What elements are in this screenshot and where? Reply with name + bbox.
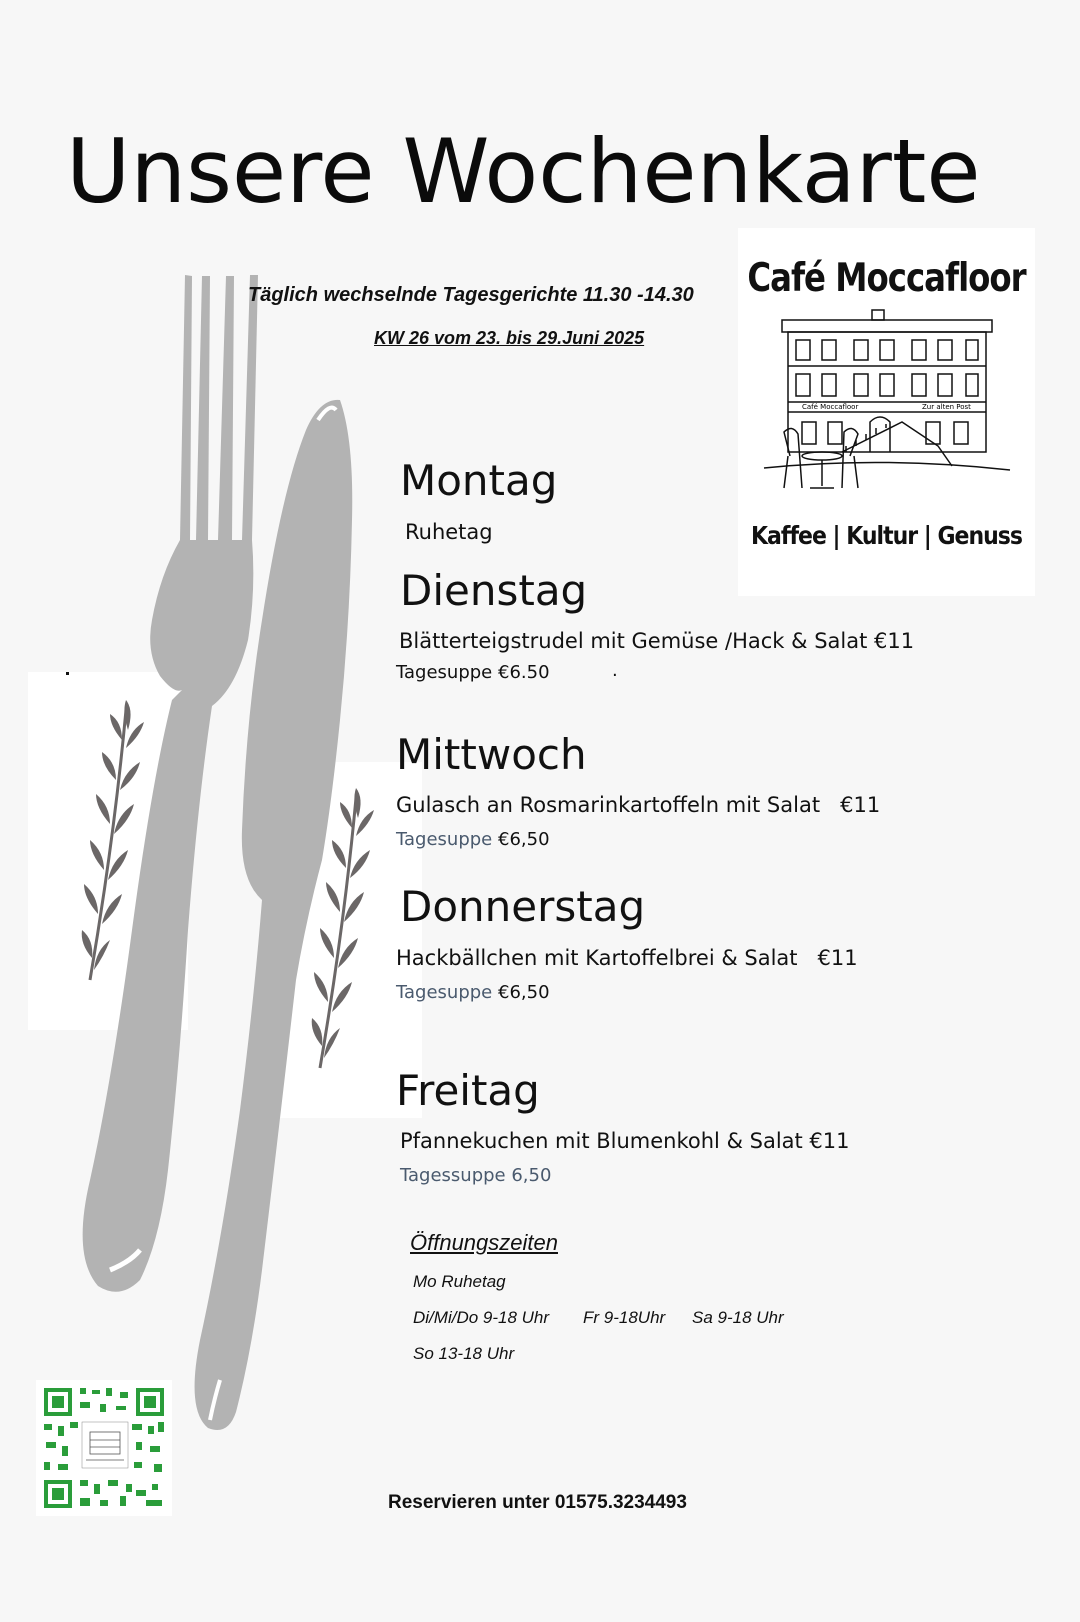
page-title: Unsere Wochenkarte: [66, 120, 981, 223]
reservation-phone[interactable]: Reservieren unter 01575.3234493: [388, 1492, 687, 1513]
dish-tuesday: Blätterteigstrudel mit Gemüse /Hack & Salat €11: [399, 629, 915, 653]
soup-label: Tagesuppe: [396, 982, 493, 1003]
day-tuesday: Dienstag: [400, 566, 588, 615]
soup-price: €6,50: [498, 982, 550, 1003]
soup-tuesday: [396, 662, 550, 683]
fork-icon: [83, 275, 258, 1292]
hours-di-mi-do: Di/Mi/Do 9-18 Uhr: [413, 1308, 550, 1327]
hours-saturday: Sa 9-18 Uhr: [692, 1308, 784, 1327]
sign-right: Zur alten Post: [922, 403, 971, 411]
dish-friday: Pfannekuchen mit Blumenkohl & Salat €11: [400, 1129, 850, 1153]
soup-price: €6,50: [498, 829, 550, 850]
hours-sunday: So 13-18 Uhr: [413, 1344, 515, 1363]
soup-label: Tagesuppe: [396, 829, 493, 850]
soup-wednesday: [396, 829, 550, 850]
day-monday: Montag: [400, 456, 558, 505]
hours-monday: Mo Ruhetag: [413, 1272, 506, 1291]
dish-monday: Ruhetag: [405, 520, 493, 544]
day-wednesday: Mittwoch: [396, 730, 587, 779]
dish-thursday: Hackbällchen mit Kartoffelbrei & Salat €11: [396, 946, 858, 970]
soup-friday: Tagessuppe 6,50: [400, 1165, 552, 1186]
logo-name: Café Moccafloor: [747, 255, 1026, 302]
soup-price: €6.50: [498, 662, 550, 683]
day-friday: Freitag: [396, 1066, 540, 1115]
qr-code[interactable]: [36, 1380, 172, 1516]
lunch-subtitle: Täglich wechselnde Tagesgerichte 11.30 -14.30: [248, 284, 694, 306]
dish-wednesday: Gulasch an Rosmarinkartoffeln mit Salat €11: [396, 793, 881, 817]
sign-left: Café Moccafloor: [802, 403, 859, 411]
hours-friday: Fr 9-18Uhr: [583, 1308, 666, 1327]
logo-tagline: Kaffee | Kultur | Genuss: [751, 522, 1022, 551]
building-icon: [762, 306, 1012, 506]
soup-label: Tagesuppe: [396, 662, 493, 683]
hours-title: Öffnungszeiten: [410, 1230, 558, 1255]
tuesday-dot: .: [612, 660, 618, 681]
week-range: KW 26 vom 23. bis 29.Juni 2025: [374, 328, 645, 348]
cafe-logo: [738, 228, 1035, 596]
soup-thursday: [396, 982, 550, 1003]
day-thursday: Donnerstag: [400, 882, 646, 931]
